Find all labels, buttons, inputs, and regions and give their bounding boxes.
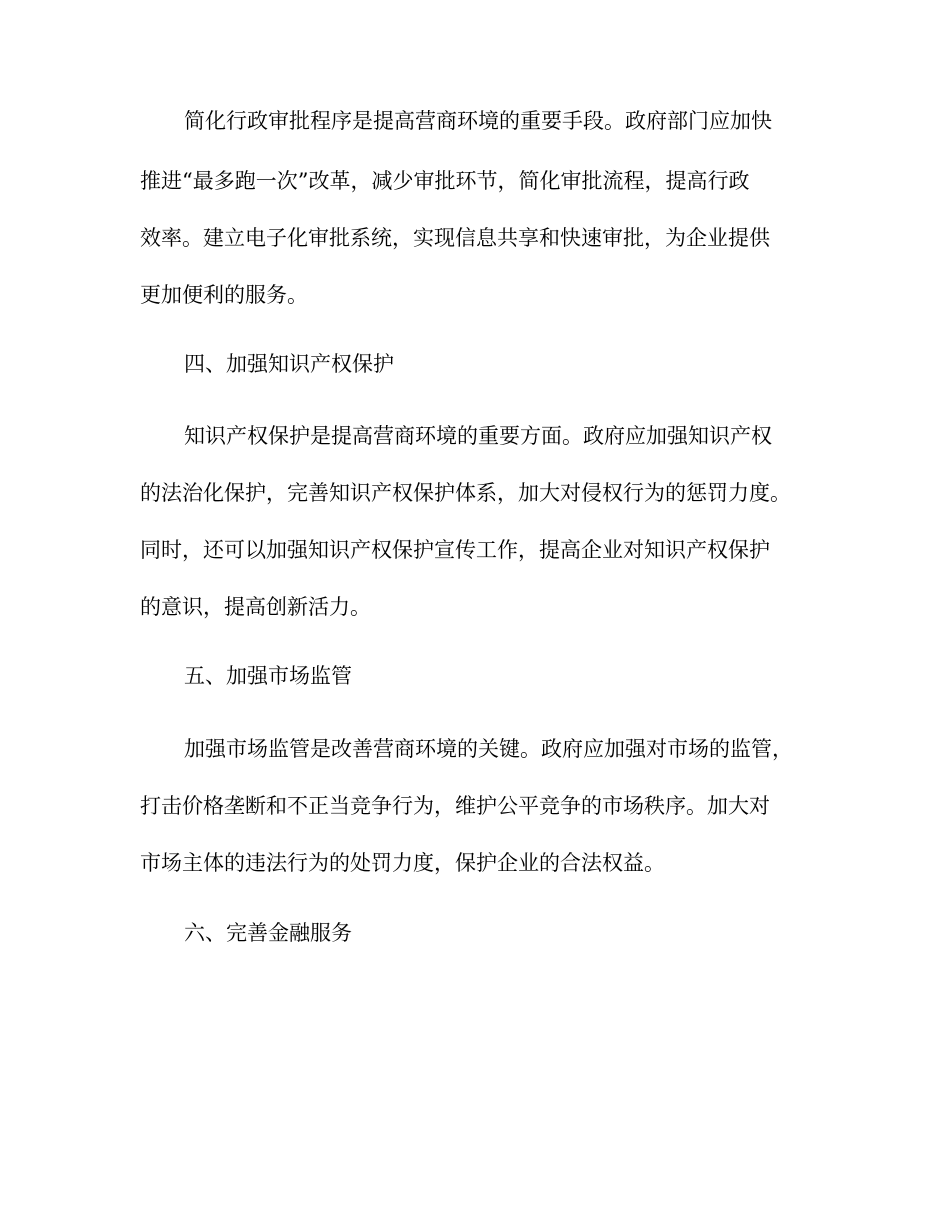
paragraph-2-line-4: 的意识，提高创新活力。 <box>140 595 371 619</box>
paragraph-2-line-2: 的法治化保护，完善知识产权保护体系，加大对侵权行为的惩罚力度。 <box>140 481 791 505</box>
paragraph-1-line-2: 推进“最多跑一次”改革，减少审批环节，简化审批流程，提高行政 <box>140 169 750 193</box>
paragraph-1-line-3: 效率。建立电子化审批系统，实现信息共享和快速审批，为企业提供 <box>140 226 770 250</box>
section-heading-5: 五、加强市场监管 <box>184 664 352 688</box>
paragraph-2-line-1: 知识产权保护是提高营商环境的重要方面。政府应加强知识产权 <box>184 424 772 448</box>
paragraph-3-line-2: 打击价格垄断和不正当竞争行为，维护公平竞争的市场秩序。加大对 <box>140 794 770 818</box>
section-heading-6: 六、完善金融服务 <box>184 921 352 945</box>
paragraph-1-line-1: 简化行政审批程序是提高营商环境的重要手段。政府部门应加快 <box>184 109 772 133</box>
paragraph-3-line-3: 市场主体的违法行为的处罚力度，保护企业的合法权益。 <box>140 851 665 875</box>
paragraph-1-line-4: 更加便利的服务。 <box>140 283 308 307</box>
section-heading-4: 四、加强知识产权保护 <box>184 352 394 376</box>
paragraph-3-line-1: 加强市场监管是改善营商环境的关键。政府应加强对市场的监管， <box>184 737 793 761</box>
paragraph-2-line-3: 同时，还可以加强知识产权保护宣传工作，提高企业对知识产权保护 <box>140 538 770 562</box>
